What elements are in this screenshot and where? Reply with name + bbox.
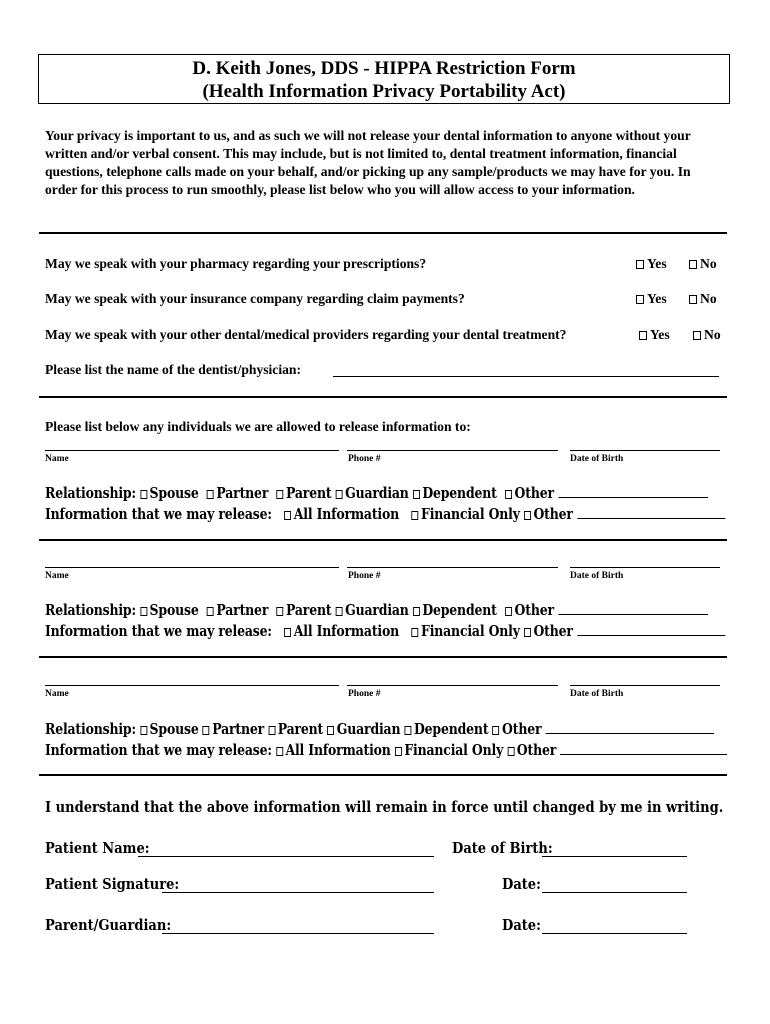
individual-2-release-row: Information that we may release: All Information Financial Only Other (45, 623, 725, 640)
pharmacy-no-option[interactable]: No (689, 256, 717, 272)
release-all-option[interactable]: All Information (284, 506, 399, 523)
relationship-spouse-option[interactable]: Spouse (140, 485, 198, 502)
signature-date-field[interactable] (542, 892, 687, 893)
checkbox-icon[interactable] (505, 607, 512, 616)
phone-column-label: Phone # (348, 571, 381, 581)
patient-name-label: Patient Name: (45, 840, 150, 857)
form-subtitle: (Health Information Privacy Portability Act) (202, 81, 566, 102)
checkbox-icon[interactable] (413, 490, 420, 499)
relationship-spouse-option[interactable]: Spouse (140, 602, 198, 619)
parent-guardian-label: Parent/Guardian: (45, 917, 172, 934)
checkbox-icon[interactable] (636, 295, 644, 304)
checkbox-icon[interactable] (405, 726, 412, 735)
checkbox-icon[interactable] (689, 260, 697, 269)
release-financial-option[interactable]: Financial Only (412, 623, 520, 640)
phone-column-label: Phone # (348, 454, 381, 464)
section-divider (39, 232, 727, 234)
relationship-partner-option[interactable]: Partner (203, 721, 264, 738)
pharmacy-yes-option[interactable]: Yes (636, 256, 667, 272)
patient-signature-label: Patient Signature: (45, 876, 180, 893)
relationship-other-option[interactable]: Other (505, 602, 554, 619)
release-other-field[interactable] (577, 623, 725, 636)
dob-column-label: Date of Birth (570, 689, 624, 699)
providers-yes-option[interactable]: Yes (639, 327, 670, 343)
individual-1-release-row: Information that we may release: All Information Financial Only Other (45, 506, 725, 523)
release-other-field[interactable] (577, 506, 725, 519)
intro-paragraph: Your privacy is important to us, and as such we will not release your dental information to anyone without your written and/or verbal consent. This may include, but is not limited to, dental treatment information, financial questions, telephone calls made on your behalf, and/or picking up any sample/products we may have for you. In order for this process to run smoothly, please list below who you will allow access to your information. (45, 128, 691, 197)
parent-guardian-field[interactable] (162, 933, 434, 934)
dentist-name-field[interactable] (333, 376, 719, 377)
release-all-option[interactable]: All Information (276, 742, 391, 759)
form-title: D. Keith Jones, DDS - HIPPA Restriction Form (192, 58, 576, 79)
individual-2-dob-field[interactable] (570, 567, 720, 568)
checkbox-icon[interactable] (207, 607, 214, 616)
insurance-no-option[interactable]: No (689, 291, 717, 307)
relationship-parent-option[interactable]: Parent (277, 602, 332, 619)
individual-2-relationship-row: Relationship: Spouse Partner Parent Guardian Dependent Other (45, 602, 708, 619)
relationship-other-field[interactable] (558, 485, 708, 498)
checkbox-icon[interactable] (639, 331, 647, 340)
checkbox-icon[interactable] (412, 511, 419, 520)
dob-label: Date of Birth: (452, 840, 553, 857)
relationship-other-field[interactable] (546, 721, 715, 734)
checkbox-icon[interactable] (636, 260, 644, 269)
name-column-label: Name (45, 689, 69, 699)
checkbox-icon[interactable] (689, 295, 697, 304)
relationship-parent-option[interactable]: Parent (268, 721, 323, 738)
acknowledgement-text: I understand that the above information will remain in force until changed by me in writing. (45, 799, 724, 816)
checkbox-icon[interactable] (284, 511, 291, 520)
checkbox-icon[interactable] (413, 607, 420, 616)
section-divider (39, 539, 727, 541)
guardian-date-label: Date: (502, 917, 541, 934)
relationship-dependent-option[interactable]: Dependent (405, 721, 489, 738)
checkbox-icon[interactable] (505, 490, 512, 499)
signature-date-label: Date: (502, 876, 541, 893)
section-divider (39, 396, 727, 398)
release-financial-option[interactable]: Financial Only (395, 742, 503, 759)
checkbox-icon[interactable] (268, 726, 275, 735)
checkbox-icon[interactable] (203, 726, 210, 735)
providers-no-option[interactable]: No (693, 327, 721, 343)
dob-column-label: Date of Birth (570, 571, 624, 581)
relationship-dependent-option[interactable]: Dependent (413, 602, 497, 619)
insurance-yes-option[interactable]: Yes (636, 291, 667, 307)
phone-column-label: Phone # (348, 689, 381, 699)
patient-name-field[interactable] (138, 856, 434, 857)
release-other-field[interactable] (560, 742, 727, 755)
checkbox-icon[interactable] (284, 628, 291, 637)
guardian-date-field[interactable] (542, 933, 687, 934)
checkbox-icon[interactable] (524, 511, 531, 520)
section-divider (39, 656, 727, 658)
checkbox-icon[interactable] (140, 490, 147, 499)
dob-column-label: Date of Birth (570, 454, 624, 464)
release-other-option[interactable]: Other (524, 623, 573, 640)
checkbox-icon[interactable] (327, 726, 334, 735)
dob-field[interactable] (542, 856, 687, 857)
checkbox-icon[interactable] (140, 607, 147, 616)
checkbox-icon[interactable] (276, 747, 283, 756)
individual-3-phone-field[interactable] (347, 685, 558, 686)
checkbox-icon[interactable] (412, 628, 419, 637)
name-column-label: Name (45, 454, 69, 464)
relationship-guardian-option[interactable]: Guardian (327, 721, 400, 738)
form-title-box (38, 54, 730, 104)
checkbox-icon[interactable] (693, 331, 701, 340)
individual-1-phone-field[interactable] (347, 450, 558, 451)
relationship-guardian-option[interactable]: Guardian (336, 485, 409, 502)
checkbox-icon[interactable] (395, 747, 402, 756)
checkbox-icon[interactable] (207, 490, 214, 499)
relationship-other-option[interactable]: Other (505, 485, 554, 502)
individuals-label: Please list below any individuals we are allowed to release information to: (45, 419, 471, 434)
checkbox-icon[interactable] (507, 747, 514, 756)
individual-1-relationship-row: Relationship: Spouse Partner Parent Guardian Dependent Other (45, 485, 708, 502)
checkbox-icon[interactable] (493, 726, 500, 735)
relationship-spouse-option[interactable]: Spouse (140, 721, 198, 738)
patient-signature-field[interactable] (162, 892, 434, 893)
checkbox-icon[interactable] (524, 628, 531, 637)
relationship-guardian-option[interactable]: Guardian (336, 602, 409, 619)
relationship-dependent-option[interactable]: Dependent (413, 485, 497, 502)
checkbox-icon[interactable] (336, 607, 343, 616)
relationship-partner-option[interactable]: Partner (207, 485, 268, 502)
individual-3-release-row: Information that we may release: All Information Financial Only Other (45, 742, 727, 759)
question-pharmacy: May we speak with your pharmacy regarding your prescriptions? (45, 256, 427, 271)
individual-3-name-field[interactable] (45, 685, 339, 686)
checkbox-icon[interactable] (277, 490, 284, 499)
question-providers: May we speak with your other dental/medical providers regarding your dental treatment? (45, 327, 567, 342)
section-divider (39, 774, 727, 776)
individual-3-relationship-row: Relationship: Spouse Partner Parent Guardian Dependent Other (45, 721, 714, 738)
checkbox-icon[interactable] (140, 726, 147, 735)
dentist-label: Please list the name of the dentist/physician: (45, 362, 302, 377)
individual-2-name-field[interactable] (45, 567, 339, 568)
relationship-partner-option[interactable]: Partner (207, 602, 268, 619)
release-other-option[interactable]: Other (507, 742, 556, 759)
name-column-label: Name (45, 571, 69, 581)
relationship-parent-option[interactable]: Parent (277, 485, 332, 502)
relationship-other-field[interactable] (558, 602, 708, 615)
individual-2-phone-field[interactable] (347, 567, 558, 568)
release-financial-option[interactable]: Financial Only (412, 506, 520, 523)
release-all-option[interactable]: All Information (284, 623, 399, 640)
individual-1-dob-field[interactable] (570, 450, 720, 451)
checkbox-icon[interactable] (277, 607, 284, 616)
checkbox-icon[interactable] (336, 490, 343, 499)
individual-3-dob-field[interactable] (570, 685, 720, 686)
release-other-option[interactable]: Other (524, 506, 573, 523)
question-insurance: May we speak with your insurance company regarding claim payments? (45, 291, 465, 306)
individual-1-name-field[interactable] (45, 450, 339, 451)
relationship-other-option[interactable]: Other (493, 721, 542, 738)
